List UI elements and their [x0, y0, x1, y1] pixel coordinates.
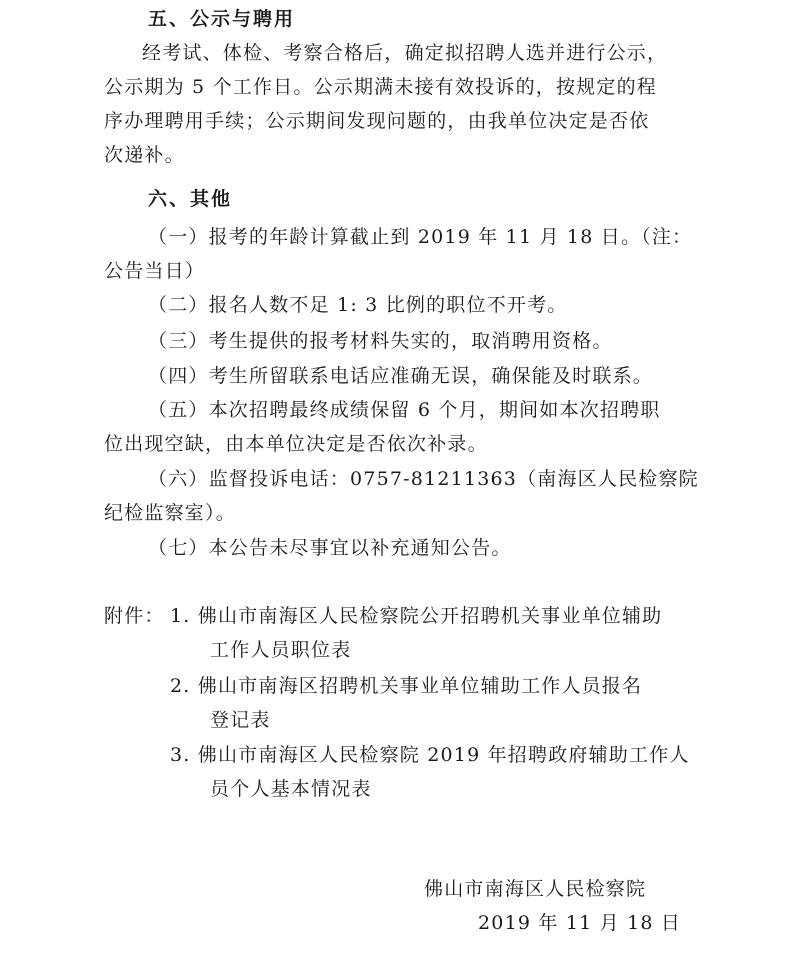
item-6-line-1: （六）监督投诉电话：0757-81211363（南海区人民检察院	[148, 468, 699, 490]
signature-organization: 佛山市南海区人民检察院	[424, 878, 647, 900]
section-5-paragraph-line-1: 经考试、体检、考察合格后，确定拟招聘人选并进行公示，	[142, 42, 668, 64]
section-5-paragraph-line-2: 公示期为 5 个工作日。公示期满未接有效投诉的，按规定的程	[104, 76, 657, 98]
attachment-3-line-1: 3. 佛山市南海区人民检察院 2019 年招聘政府辅助工作人	[170, 744, 690, 766]
attachment-1-line-1: 1. 佛山市南海区人民检察院公开招聘机关事业单位辅助	[170, 605, 663, 627]
attachment-1-line-2: 工作人员职位表	[210, 639, 352, 661]
section-5-heading: 五、公示与聘用	[148, 8, 296, 30]
item-2-line-1: （二）报名人数不足 1: 3 比例的职位不开考。	[148, 294, 568, 316]
item-5-line-1: （五）本次招聘最终成绩保留 6 个月，期间如本次招聘职	[148, 399, 661, 421]
attachment-2-line-2: 登记表	[210, 709, 271, 731]
item-4-line-1: （四）考生所留联系电话应准确无误，确保能及时联系。	[148, 365, 654, 387]
section-6-heading: 六、其他	[148, 188, 233, 210]
attachment-3-line-2: 员个人基本情况表	[210, 778, 372, 800]
item-3-line-1: （三）考生提供的报考材料失实的，取消聘用资格。	[148, 330, 613, 352]
section-5-paragraph-line-3: 序办理聘用手续；公示期间发现问题的，由我单位决定是否依	[104, 110, 650, 132]
signature-date: 2019 年 11 月 18 日	[478, 912, 682, 934]
item-1-line-2: 公告当日）	[104, 260, 206, 282]
section-5-paragraph-line-4: 次递补。	[104, 144, 185, 166]
item-1-line-1: （一）报考的年龄计算截止到 2019 年 11 月 18 日。（注：	[148, 226, 693, 248]
attachment-2-line-1: 2. 佛山市南海区招聘机关事业单位辅助工作人员报名	[170, 675, 643, 697]
item-5-line-2: 位出现空缺，由本单位决定是否依次补录。	[104, 433, 488, 455]
attachments-label: 附件：	[104, 605, 165, 627]
item-7-line-1: （七）本公告未尽事宜以补充通知公告。	[148, 537, 512, 559]
item-6-line-2: 纪检监察室）。	[104, 502, 236, 524]
